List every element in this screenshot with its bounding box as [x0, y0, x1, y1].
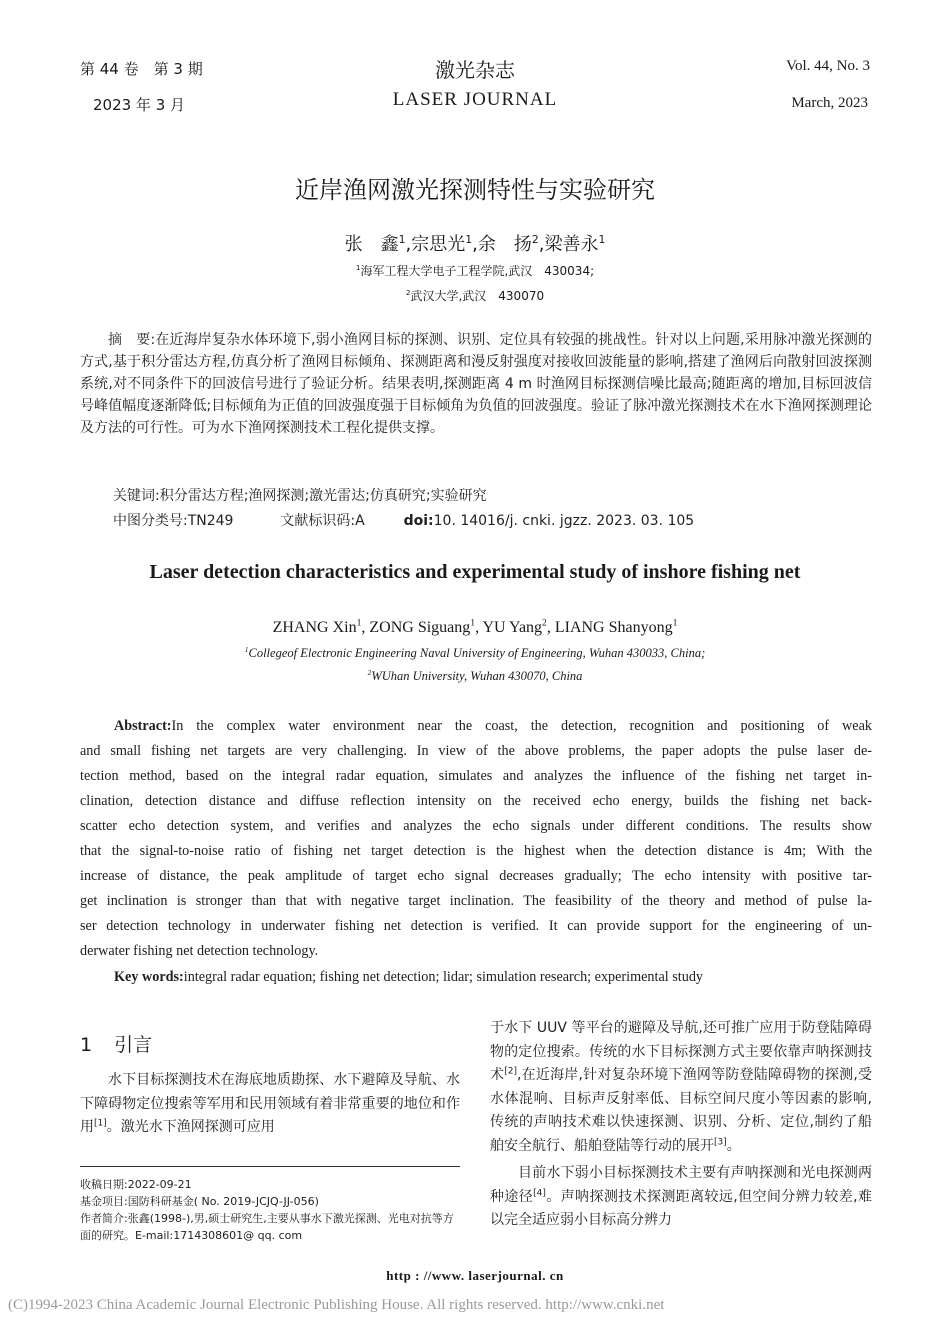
- abstract-line: that the signal-to-noise ratio of fishing net target detection is the highest when the detection distance is 4m; With the: [80, 843, 872, 859]
- volume-issue-en: Vol. 44, No. 3: [786, 58, 870, 74]
- abstract-line: ser detection technology in underwater fishing net detection is verified. It can provide support for the engineering of un-: [80, 918, 872, 934]
- keywords-text-en: integral radar equation; fishing net detection; lidar; simulation research; experimental study: [183, 969, 703, 985]
- abstract-line: scatter echo detection system, and verifies and analyzes the echo signals under different conditions. The results show: [80, 818, 872, 834]
- author-name: ZHANG Xin: [272, 619, 357, 636]
- keywords-en: [114, 965, 874, 990]
- citation-ref[interactable]: [3]: [714, 1136, 727, 1147]
- author-list-cn: 张 鑫$^1$,宗思光$^1$,余 扬$^2$,梁善永$^1$: [344, 233, 606, 255]
- affiliation-text: 武汉大学,武汉 430070: [410, 289, 545, 303]
- fund-info: 基金项目:国防科研基金( No. 2019-JCJQ-JJ-056): [80, 1195, 319, 1208]
- paragraph: 于水下 UUV 等平台的避障及导航,还可推广应用于防登陆障碍物的定位搜索。传统的水下目标探测方式主要依靠声呐探测技术[2],在近海岸,针对复杂环境下渔网等防登陆障碍物的探测,受水体混响、目标声反射率低、目标空间尺度小等因素的影响,传统的声呐技术难以快速探测、识别、分析、定位,制约了船舶安全航行、船舶登陆等行动的展开[3]。: [490, 1020, 872, 1154]
- doi-label: doi:: [403, 513, 434, 529]
- affiliation-number: 2: [367, 667, 372, 677]
- journal-url[interactable]: http : //www. laserjournal. cn: [386, 1268, 564, 1283]
- classification-line: [113, 510, 873, 532]
- doc-code: A: [355, 513, 365, 529]
- abstract-label-cn: 摘 要:: [108, 332, 156, 348]
- author-name: 梁善永: [544, 234, 599, 255]
- affiliation-text: WUhan University, Wuhan 430070, China: [371, 669, 583, 683]
- volume-issue-cn: 第 44 卷 第 3 期: [80, 60, 203, 78]
- right-column-text: [490, 1017, 872, 1233]
- journal-name-en: LASER JOURNAL: [392, 89, 558, 110]
- abstract-en: [80, 714, 872, 964]
- keywords-text-cn: 积分雷达方程;渔网探测;激光雷达;仿真研究;实验研究: [159, 488, 487, 504]
- paragraph: 目前水下弱小目标探测技术主要有声呐探测和光电探测两种途径[4]。声呐探测技术探测距离较远,但空间分辨力较差,难以完全适应弱小目标高分辨力: [490, 1165, 872, 1228]
- abstract-line: clination, detection distance and diffuse reflection intensity on the received echo energy, builds the fishing net back-: [80, 793, 872, 809]
- footnotes: [80, 1176, 460, 1244]
- author-name: YU Yang: [482, 619, 543, 636]
- author-list-en: ZHANG Xin$^1$, ZONG Siguang$^1$, YU Yang$^2$, LIANG Shanyong$^1$: [272, 617, 678, 636]
- author-name: 余 扬: [477, 234, 532, 255]
- abstract-line: and small fishing net targets are very challenging. In view of the above problems, the paper adopts the pulse laser de-: [80, 743, 872, 759]
- abstract-line: tection method, based on the integral radar equation, simulates and analyzes the influence of the fishing net target in-: [80, 768, 872, 784]
- citation-ref[interactable]: [1]: [94, 1118, 107, 1129]
- clc-code: TN249: [187, 513, 234, 529]
- left-column-text: [80, 1069, 460, 1140]
- affiliation-cn-1: [0, 262, 950, 279]
- affiliation-number: 2: [405, 288, 411, 297]
- affiliation-mark: 1: [470, 617, 476, 629]
- footnote-divider: [80, 1166, 460, 1167]
- citation-ref[interactable]: [2]: [504, 1066, 517, 1077]
- section-title: 引言: [114, 1034, 153, 1056]
- section-number: 1: [80, 1034, 93, 1056]
- date-cn: 2023 年 3 月: [93, 96, 186, 114]
- author-name: 宗思光: [411, 234, 466, 255]
- abstract-line: derwater fishing net detection technology.: [80, 943, 319, 959]
- affiliation-number: 1: [355, 263, 361, 272]
- journal-name-cn: 激光杂志: [435, 58, 515, 82]
- author-name: 张 鑫: [344, 234, 399, 255]
- author-name: LIANG Shanyong: [554, 619, 673, 636]
- doi-value[interactable]: 10. 14016/j. cnki. jgzz. 2023. 03. 105: [433, 513, 695, 529]
- affiliation-cn-2: [0, 287, 950, 304]
- keywords-label-en: Key words:: [114, 969, 184, 985]
- affiliation-mark: 1: [672, 617, 678, 629]
- abstract-label-en: Abstract:: [114, 718, 172, 734]
- keywords-label-cn: 关键词:: [113, 488, 160, 504]
- citation-ref[interactable]: [4]: [533, 1187, 546, 1198]
- abstract-line: get inclination is stronger than that with negative target inclination. The feasibility of the theory and method of pulse la-: [80, 893, 872, 909]
- received-date: 收稿日期:2022-09-21: [80, 1178, 192, 1191]
- abstract-line: increase of distance, the peak amplitude of target echo signal decreases gradually; The echo intensity with positive tar-: [80, 868, 872, 884]
- abstract-line: Abstract:In the complex water environment near the coast, the detection, recognition and positioning of weak: [114, 718, 872, 734]
- affiliation-mark: 1: [356, 617, 362, 629]
- doc-code-label: 文献标识码:: [280, 513, 356, 529]
- paper-title-en: Laser detection characteristics and experimental study of inshore fishing net: [149, 561, 801, 583]
- affiliation-number: 1: [244, 644, 249, 654]
- affiliation-text: Collegeof Electronic Engineering Naval University of Engineering, Wuhan 430033, China;: [248, 646, 706, 660]
- author-bio: 作者简介:张鑫(1998-),男,硕士研究生,主要从事水下激光探测、光电对抗等方面的研究。E-mail:1714308601@ qq. com: [80, 1212, 454, 1242]
- affiliation-text: 海军工程大学电子工程学院,武汉 430034;: [360, 264, 595, 278]
- abstract-text-cn: 在近海岸复杂水体环境下,弱小渔网目标的探测、识别、定位具有较强的挑战性。针对以上问题,采用脉冲激光探测的方式,基于积分雷达方程,仿真分析了渔网目标倾角、探测距离和漫反射强度对接收回波能量的影响,搭建了渔网后向散射回波探测系统,对不同条件下的回波信号进行了验证分析。结果表明,探测距离 4 m 时渔网目标探测信噪比最高;随距离的增加,目标回波信号峰值幅度逐渐降低;目标倾角为正值的回波强度强于目标倾角为负值的回波强度。验证了脉冲激光探测技术在水下渔网探测理论及方法的可行性。可为水下渔网探测技术工程化提供支撑。: [80, 332, 873, 436]
- author-name: ZONG Siguang: [369, 619, 471, 636]
- affiliation-mark: 1: [398, 233, 406, 246]
- affiliation-mark: 1: [598, 233, 606, 246]
- affiliation-mark: 2: [531, 233, 539, 246]
- section-heading: [80, 1030, 152, 1057]
- paragraph: 水下目标探测技术在海底地质勘探、水下避障及导航、水下障碍物定位搜索等军用和民用领域有着非常重要的地位和作用[1]。激光水下渔网探测可应用: [80, 1072, 460, 1135]
- affiliation-en-1: [0, 646, 950, 661]
- date-en: March, 2023: [791, 95, 868, 111]
- keywords-cn: [113, 485, 873, 507]
- abstract-cn: [80, 329, 872, 439]
- clc-label: 中图分类号:: [113, 513, 188, 529]
- paper-title-cn: 近岸渔网激光探测特性与实验研究: [295, 176, 655, 204]
- affiliation-mark: 1: [465, 233, 473, 246]
- affiliation-mark: 2: [542, 617, 547, 629]
- affiliation-en-2: [0, 669, 950, 684]
- copyright-notice: (C)1994-2023 China Academic Journal Electronic Publishing House. All rights reserved. http://www.cnki.net: [8, 1297, 665, 1313]
